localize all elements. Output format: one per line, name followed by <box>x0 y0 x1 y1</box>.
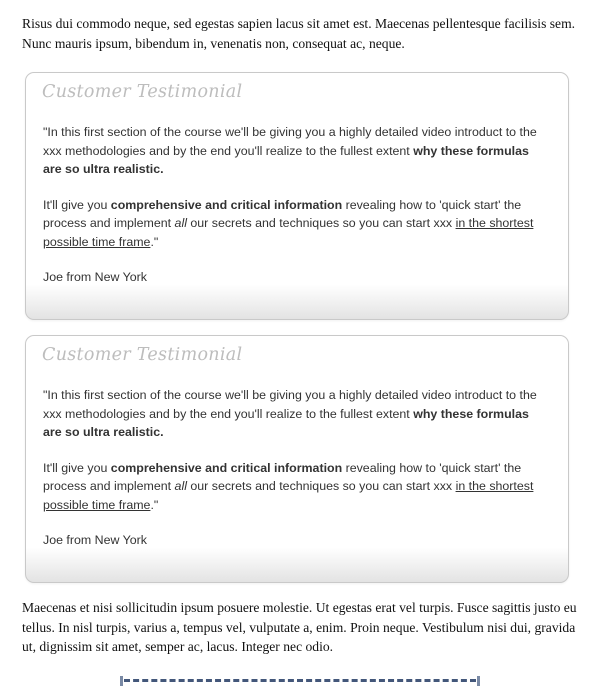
testimonial-quote-paragraph <box>43 386 543 442</box>
quote-emphasis: why these formulas are so ultra realistic. <box>43 143 529 176</box>
detail-text: our secrets and techniques so you can start xxx <box>186 216 456 230</box>
dashed-divider <box>120 674 480 686</box>
testimonial-box <box>25 335 569 583</box>
testimonial-heading: Customer Testimonial <box>42 82 243 102</box>
detail-italic: all <box>174 479 187 493</box>
detail-underlined: in the shortest possible time frame <box>43 216 534 249</box>
testimonial-box <box>25 72 569 320</box>
testimonial-detail-paragraph <box>43 459 543 515</box>
outro-paragraph: Maecenas et nisi sollicitudin ipsum posuere molestie. Ut egestas erat vel turpis. Fusce sagittis justo eu tellus. In nisl turpis, varius a, tempus vel, vulputate a, enim. Proin neque. Vestibulum nisi dui, gravida ut, dignissim sit amet, semper ac, lacus. Integer nec odio. <box>22 600 577 654</box>
detail-italic: all <box>174 216 187 230</box>
quote-text: "In this first section of the course we'll be giving you a highly detailed video introduct to the xxx methodologies and by the end you'll realize to the fullest extent <box>43 388 537 421</box>
quote-text: "In this first section of the course we'll be giving you a highly detailed video introduct to the xxx methodologies and by the end you'll realize to the fullest extent <box>43 125 537 158</box>
divider-right-cap <box>477 676 480 686</box>
quote-emphasis: why these formulas are so ultra realistic. <box>43 406 529 439</box>
testimonial-author: Joe from New York <box>43 270 147 284</box>
detail-text: ." <box>150 497 159 512</box>
testimonial-heading: Customer Testimonial <box>42 345 243 365</box>
divider-dash-line <box>124 679 476 682</box>
testimonial-author: Joe from New York <box>43 533 147 547</box>
detail-emphasis: comprehensive and critical information <box>110 197 343 212</box>
testimonial-body <box>43 123 543 287</box>
detail-underlined: in the shortest possible time frame <box>43 479 534 512</box>
testimonial-body <box>43 386 543 550</box>
detail-text: It'll give you <box>43 197 111 212</box>
testimonial-quote-paragraph <box>43 123 543 179</box>
intro-paragraph: Risus dui commodo neque, sed egestas sapien lacus sit amet est. Maecenas pellentesque facilisis sem. Nunc mauris ipsum, bibendum in, venenatis non, consequat ac, neque. <box>22 16 576 51</box>
detail-text: ." <box>150 234 159 249</box>
detail-emphasis: comprehensive and critical information <box>110 460 343 475</box>
detail-text: our secrets and techniques so you can start xxx <box>186 479 456 493</box>
detail-text: revealing how to 'quick start' the process and implement <box>43 197 522 230</box>
divider-left-cap <box>120 676 123 686</box>
detail-text: revealing how to 'quick start' the process and implement <box>43 460 522 493</box>
detail-text: It'll give you <box>43 460 111 475</box>
testimonial-detail-paragraph <box>43 196 543 252</box>
